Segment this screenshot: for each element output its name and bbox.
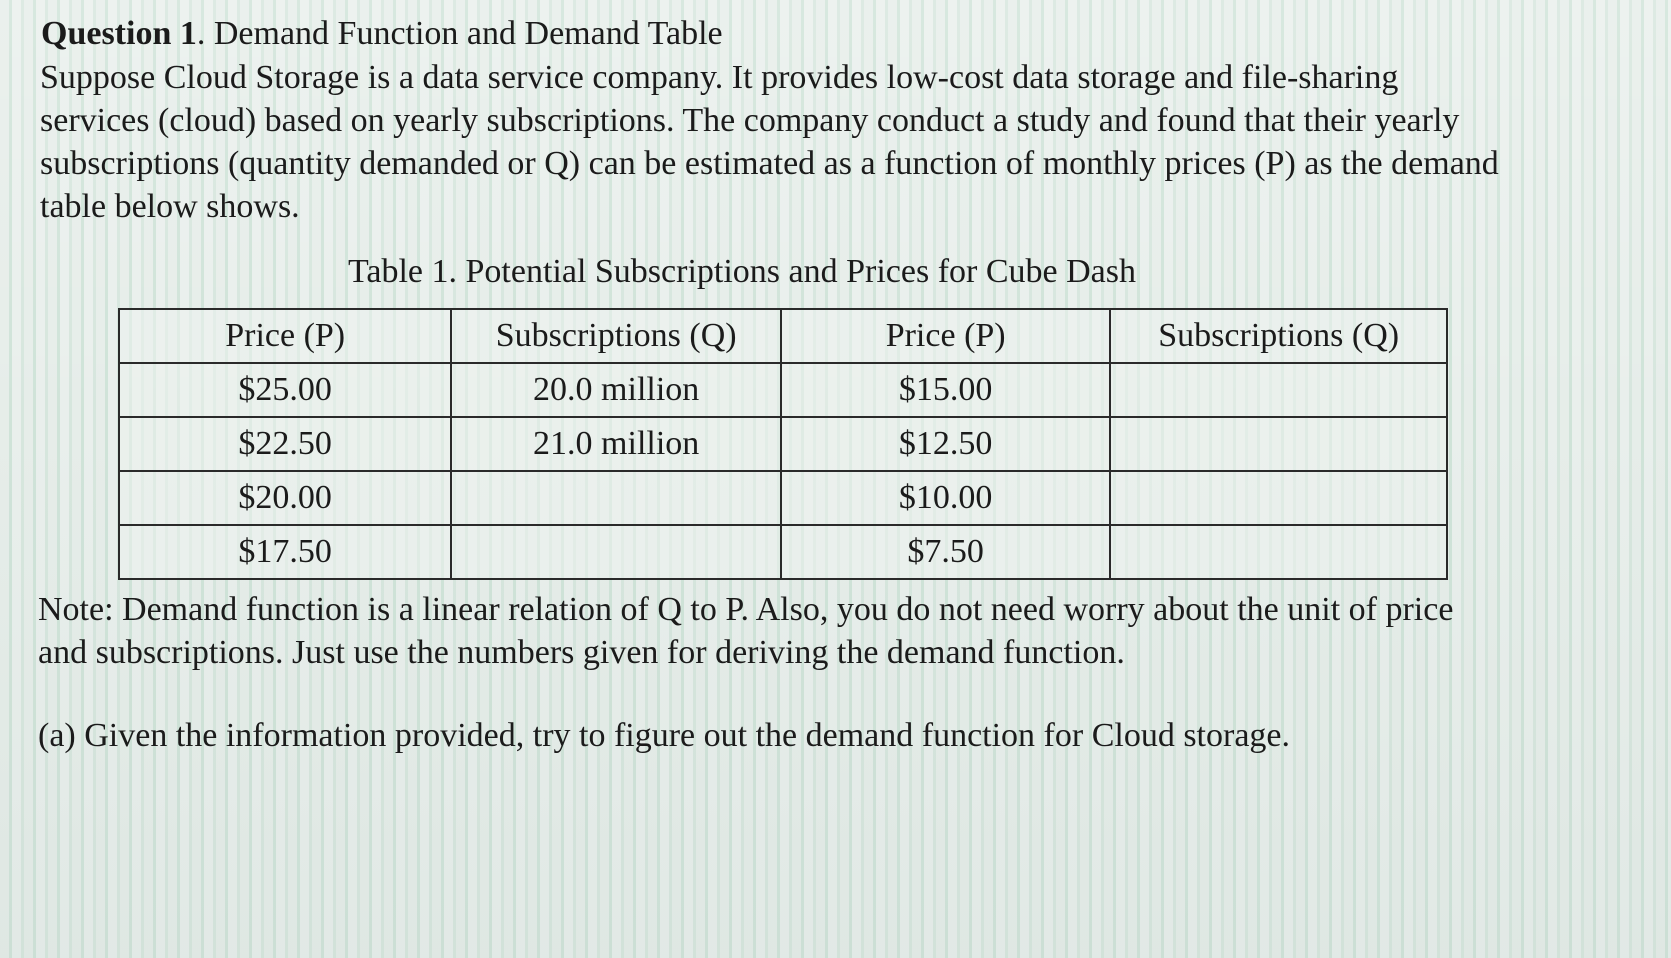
- table-header-row: [119, 309, 1447, 363]
- header-subscriptions-1: Subscriptions (Q): [451, 309, 781, 363]
- question-title: . Demand Function and Demand Table: [196, 15, 723, 52]
- header-price-1: Price (P): [119, 309, 451, 363]
- subscriptions-cell: 20.0 million: [451, 363, 781, 417]
- question-intro: Suppose Cloud Storage is a data service company. It provides low-cost data storage and file-sharing services (cloud) based on yearly subscriptions. The company conduct a study and found that their yearly subscriptions (quantity demanded or Q) can be estimated as a function of monthly prices (P) as the demand table below shows.: [40, 59, 1499, 225]
- subscriptions-cell: [451, 471, 781, 525]
- price-cell: $17.50: [119, 525, 451, 579]
- price-cell: $12.50: [781, 417, 1110, 471]
- part-a-question: (a) Given the information provided, try to figure out the demand function for Cloud storage.: [38, 717, 1291, 754]
- subscriptions-cell: [1110, 471, 1447, 525]
- demand-table: [118, 308, 1448, 580]
- question-number: Question 1: [41, 15, 197, 52]
- price-cell: $7.50: [781, 525, 1110, 579]
- table-row: [119, 363, 1447, 417]
- subscriptions-cell: 21.0 million: [451, 417, 781, 471]
- header-price-2: Price (P): [781, 309, 1110, 363]
- table-row: [119, 471, 1447, 525]
- price-cell: $15.00: [781, 363, 1110, 417]
- price-cell: $10.00: [781, 471, 1110, 525]
- price-cell: $25.00: [119, 363, 451, 417]
- subscriptions-cell: [1110, 363, 1447, 417]
- header-subscriptions-2: Subscriptions (Q): [1110, 309, 1447, 363]
- subscriptions-cell: [1110, 525, 1447, 579]
- table-note: Note: Demand function is a linear relation of Q to P. Also, you do not need worry about the unit of price and subscriptions. Just use the numbers given for deriving the demand function.: [38, 591, 1454, 671]
- subscriptions-cell: [451, 525, 781, 579]
- table-row: [119, 417, 1447, 471]
- table-row: [119, 525, 1447, 579]
- price-cell: $20.00: [119, 471, 451, 525]
- price-cell: $22.50: [119, 417, 451, 471]
- question-heading: [41, 14, 723, 54]
- table-caption: Table 1. Potential Subscriptions and Prices for Cube Dash: [348, 253, 1136, 290]
- subscriptions-cell: [1110, 417, 1447, 471]
